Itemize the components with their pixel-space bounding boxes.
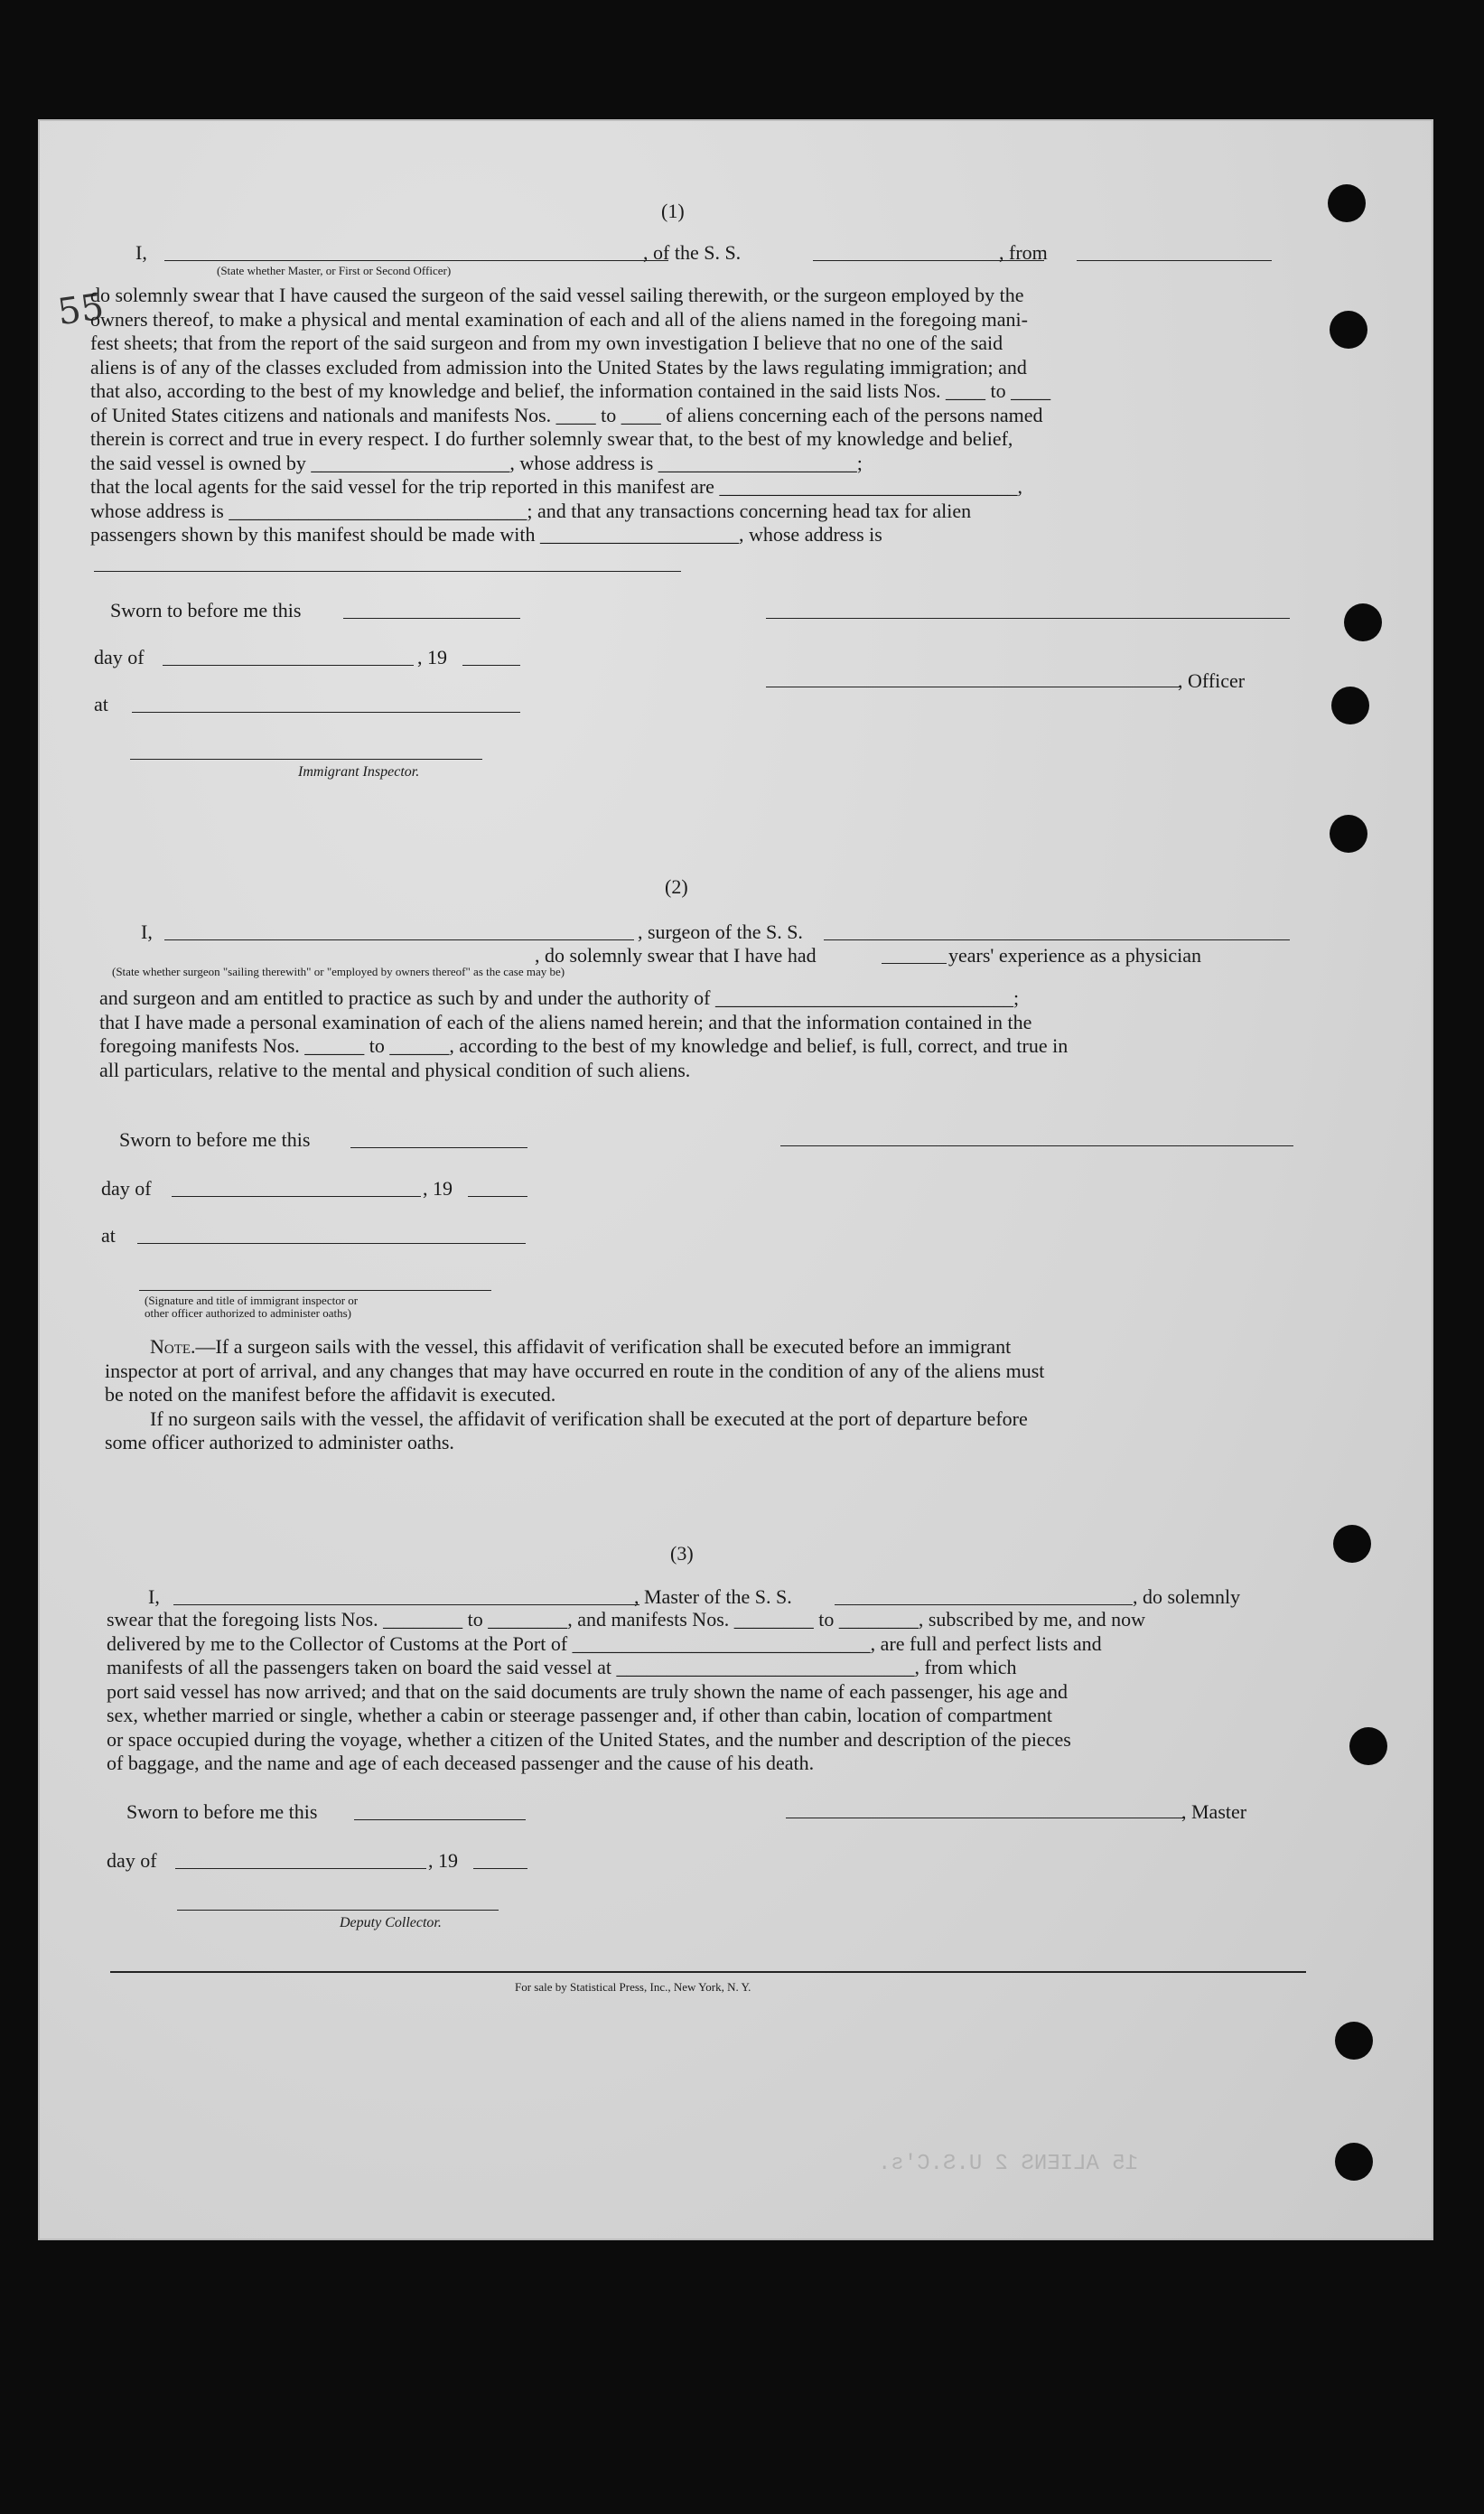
- punch-hole: [1335, 2022, 1373, 2060]
- body-line: manifests of all the passengers taken on board the said vessel at ______________________________, from which: [107, 1656, 1017, 1678]
- body-line: and surgeon and am entitled to practice as such by and under the authority of ______________________________;: [99, 986, 1020, 1009]
- do-solemnly-label: , do solemnly: [1133, 1585, 1241, 1608]
- note-line: be noted on the manifest before the affidavit is executed.: [105, 1383, 556, 1406]
- day-of-label-2: day of: [101, 1177, 152, 1200]
- month-line-1: [163, 665, 414, 666]
- body-line: of United States citizens and nationals and manifests Nos. ____ to ____ of aliens concerning each of the persons named: [90, 403, 1043, 426]
- years-experience-label: years' experience as a physician: [948, 944, 1202, 967]
- note-label: Note.: [150, 1335, 196, 1358]
- section-2-i-label: I,: [141, 921, 153, 943]
- master-vessel-line: [835, 1604, 1133, 1605]
- body-line: sex, whether married or single, whether a cabin or steerage passenger and, if other than cabin, location of compartment: [107, 1704, 1053, 1726]
- sworn-label-3: Sworn to before me this: [126, 1800, 318, 1823]
- body-line: fest sheets; that from the report of the said surgeon and from my own investigation I believe that no one of the said: [90, 332, 1003, 354]
- sworn-date-line-3: [354, 1819, 526, 1820]
- body-line: port said vessel has now arrived; and that on the said documents are truly shown the name of each passenger, his age and: [107, 1679, 1068, 1703]
- section-3-body: [107, 1608, 1301, 1776]
- place-line-2: [137, 1243, 526, 1244]
- day-of-label-3: day of: [107, 1849, 157, 1872]
- sworn-date-line-1: [343, 618, 520, 619]
- punch-hole: [1349, 1727, 1387, 1765]
- collector-signature-line: [177, 1910, 499, 1911]
- publisher-footer: For sale by Statistical Press, Inc., New York, N. Y.: [515, 1980, 751, 1994]
- signature-note-line-2: other officer authorized to administer oaths): [145, 1306, 351, 1320]
- at-label-1: at: [94, 693, 108, 715]
- month-line-2: [172, 1196, 421, 1197]
- punch-hole: [1328, 184, 1366, 222]
- section-2-body: [99, 986, 1301, 1082]
- signature-note-line-1: (Signature and title of immigrant inspector or: [145, 1294, 359, 1307]
- note-text: —If a surgeon sails with the vessel, this affidavit of verification shall be executed before an immigrant: [195, 1335, 1012, 1358]
- years-line: [882, 963, 947, 964]
- master-of-label: , Master of the S. S.: [634, 1585, 792, 1608]
- sworn-date-line-2: [350, 1147, 527, 1148]
- section-1-i-label: I,: [135, 241, 147, 264]
- swear-years-label: , do solemnly swear that I have had: [535, 944, 817, 967]
- master-name-line-3: [173, 1604, 639, 1605]
- inspector-signature-line-2: [139, 1290, 491, 1291]
- handwritten-margin-number: 55: [55, 285, 107, 334]
- of-the-ss-label: , of the S. S.: [643, 241, 742, 264]
- state-officer-note: (State whether Master, or First or Second Officer): [217, 264, 452, 277]
- body-line: delivered by me to the Collector of Customs at the Port of ______________________________, are full and perfect lists and: [107, 1631, 1102, 1655]
- officer-label: , Officer: [1178, 669, 1246, 692]
- body-line: swear that the foregoing lists Nos. ________ to ________, and manifests Nos. ________ to ________, subscribed by me, and now: [107, 1608, 1145, 1631]
- deputy-collector-label: Deputy Collector.: [340, 1915, 442, 1930]
- year-label-2: , 19: [423, 1177, 453, 1200]
- year-label-3: , 19: [428, 1849, 458, 1872]
- signature-line-2: [780, 1145, 1293, 1146]
- from-port-line: [1077, 260, 1272, 261]
- year-line-3: [473, 1868, 527, 1869]
- bleed-through-text: 15 ALIENS 2 U.S.C's.: [878, 2152, 1139, 2176]
- month-line-3: [175, 1868, 426, 1869]
- place-line-1: [132, 712, 520, 713]
- section-1-number: (1): [661, 200, 685, 222]
- note-line: inspector at port of arrival, and any changes that may have occurred en route in the condition of any of the aliens must: [105, 1359, 1045, 1382]
- surgeon-vessel-line: [824, 939, 1290, 940]
- immigrant-inspector-label: Immigrant Inspector.: [298, 764, 420, 780]
- body-line: that the local agents for the said vessel for the trip reported in this manifest are ______________________________,: [90, 475, 1022, 498]
- body-line: whose address is ______________________________; and that any transactions concerning head tax for alien: [90, 499, 972, 522]
- surgeon-of-label: , surgeon of the S. S.: [638, 921, 803, 943]
- year-label-1: , 19: [417, 646, 447, 668]
- note-line: [105, 1335, 1297, 1360]
- manifest-sheet: [38, 119, 1433, 2240]
- punch-hole: [1335, 2143, 1373, 2181]
- master-label: , Master: [1181, 1800, 1247, 1823]
- section-1-body: [90, 284, 1292, 547]
- body-line: aliens is of any of the classes excluded from admission into the United States by the laws regulating immigration; and: [90, 355, 1027, 379]
- sworn-label-1: Sworn to before me this: [110, 599, 302, 621]
- note-line: some officer authorized to administer oaths.: [105, 1431, 454, 1453]
- body-line: the said vessel is owned by ____________________, whose address is ____________________;: [90, 451, 863, 474]
- body-line: of baggage, and the name and age of each deceased passenger and the cause of his death.: [107, 1752, 815, 1774]
- body-line: owners thereof, to make a physical and mental examination of each and all of the aliens named in the foregoing mani-: [90, 307, 1028, 331]
- section-3-number: (3): [670, 1542, 694, 1565]
- note-line: If no surgeon sails with the vessel, the affidavit of verification shall be executed at the port of departure before: [150, 1407, 1028, 1430]
- punch-hole: [1333, 1525, 1371, 1563]
- punch-hole: [1330, 815, 1367, 853]
- body-line: foregoing manifests Nos. ______ to ______, according to the best of my knowledge and belief, is full, correct, and true in: [99, 1034, 1069, 1057]
- sworn-label-2: Sworn to before me this: [119, 1128, 311, 1151]
- footer-rule: [110, 1971, 1306, 1973]
- year-line-2: [468, 1196, 527, 1197]
- inspector-signature-line: [130, 759, 482, 760]
- body-line: that I have made a personal examination of each of the aliens named herein; and that the information contained in the: [99, 1010, 1032, 1033]
- master-name-line: [164, 260, 668, 261]
- surgeon-name-line: [164, 939, 634, 940]
- signature-line-1: [766, 618, 1290, 619]
- body-line: all particulars, relative to the mental and physical condition of such aliens.: [99, 1058, 691, 1081]
- at-label-2: at: [101, 1224, 116, 1247]
- address-continuation-line: [94, 571, 681, 572]
- from-label: , from: [999, 241, 1048, 264]
- punch-hole: [1344, 603, 1382, 641]
- year-line-1: [462, 665, 520, 666]
- section-3-i-label: I,: [148, 1585, 160, 1608]
- body-line: therein is correct and true in every respect. I do further solemnly swear that, to the best of my knowledge and belief,: [90, 427, 1013, 450]
- surgeon-state-note: (State whether surgeon "sailing therewith" or "employed by owners thereof" as the case may be): [112, 965, 565, 978]
- section-2-number: (2): [665, 875, 688, 898]
- day-of-label-1: day of: [94, 646, 145, 668]
- punch-hole: [1331, 687, 1369, 724]
- punch-hole: [1330, 311, 1367, 349]
- body-line: that also, according to the best of my knowledge and belief, the information contained in the said lists Nos. ____ to ____: [90, 379, 1051, 402]
- note-block: [105, 1335, 1297, 1455]
- body-line: do solemnly swear that I have caused the surgeon of the said vessel sailing therewith, or the surgeon employed by the: [90, 284, 1024, 306]
- body-line: passengers shown by this manifest should be made with ____________________, whose address is: [90, 523, 882, 546]
- body-line: or space occupied during the voyage, whether a citizen of the United States, and the number and description of the pieces: [107, 1727, 1071, 1751]
